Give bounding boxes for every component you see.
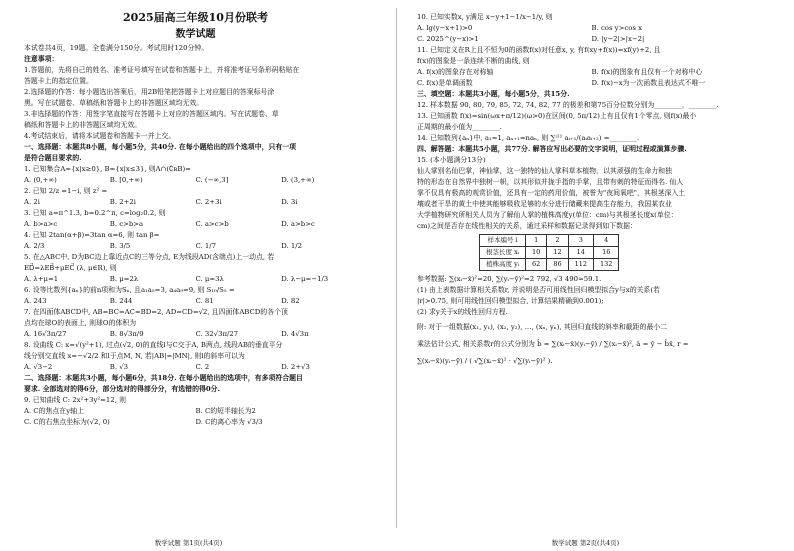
page-footer-right: 数学试题 第2页(共4页) [551,539,620,547]
question-13-cont: 正周期的最小值为________. [417,123,502,131]
question-15-part-2: (2) 求y关于x的线性回归方程. [417,308,508,316]
option: D. 82 [281,297,300,305]
option: B. μ=2λ [109,275,139,283]
option: D. λ−μ=−1/3 [281,275,329,283]
reference-data: 参考数据: ∑(xᵢ−x̄)²=20, ∑(yᵢ−ȳ)²=2 792, √3 490≈59.1. [417,275,602,283]
question-6: 6. 设等比数列{aₙ}的前n项和为Sₙ, 且a₁a₅=3, a₄a₉=9, 则 S₁₀/S₅ = [24,286,235,294]
option: B. 3/5 [109,242,131,250]
page-footer-left: 数学试题 第1页(共4页) [154,539,223,547]
question-15-text: 特的形态在自然界中独树一帜，以其形似并拢手指的手掌，且带有刺的特征而得名. 仙人 [417,178,684,186]
table-cell: 2 [547,235,568,247]
question-12: 12. 样本数据 90, 80, 79, 85, 72, 74, 82, 77 的极差和第75百分位数分别为________，________. [417,101,719,109]
right-column [397,0,774,551]
question-1-options [24,175,367,186]
attachment-formula: ∑(xᵢ−x̄)(yᵢ−ȳ) / ( √∑(xᵢ−x̄)² · √∑(yᵢ−ȳ)² ). [417,357,553,365]
option: C. C的右焦点坐标为(√2, 0) [24,418,110,426]
left-column [0,0,377,551]
question-6-options [24,296,367,307]
table-cell: 根茎长度 xᵢ [480,247,526,259]
option: C. a>c>b [195,220,229,228]
question-3-options [24,219,367,230]
option: A. 2i [24,198,40,206]
option: B. [0,+∞) [109,176,143,184]
question-4: 4. 已知 2tan(α+β)=3tan α=6, 则 tan β= [24,231,160,239]
option: A. 2/3 [24,242,45,250]
section-1-heading-cont: 是符合题目要求的. [24,154,82,162]
option: D. 4√3π [281,330,309,338]
question-11-options-cd [417,78,766,89]
option: D. a>b>c [281,220,315,228]
question-15-text: 掌不仅具有极高的观赏价值，还具有一定的药用价值，被誉为"夜间氧吧"，其根茎深入土 [417,189,686,197]
option: B. √3 [109,363,128,371]
question-11-cont: f(x)的图象是一条连续不断的曲线, 则 [417,57,530,65]
data-table [479,234,619,271]
table-cell: 86 [547,259,568,271]
question-15-text: 仙人掌别名仙巴掌，神仙掌，这一独特的仙人掌科草本植物，以其顽强的生命力和独 [417,167,672,175]
option: A. 16√3π/27 [24,330,67,338]
question-10: 10. 已知实数x, y满足 x−y+1−1/x−1/y, 则 [417,13,553,21]
option: D. C的离心率为 √3/3 [195,418,263,426]
table-cell: 62 [526,259,547,271]
question-15-text: cm)之间是否存在线性相关的关系，通过采样和数据记录得到如下数据： [417,222,637,230]
question-9: 9. 已知曲线 C: 2x²+3y²=12, 则 [24,396,126,404]
option: C. 1/7 [195,242,216,250]
notes-heading: 注意事项： [24,55,59,63]
option: A. √3−2 [24,363,53,371]
note-line: 稿纸和答题卡上的非答题区域均无效。 [24,121,142,129]
question-7-options [24,329,367,340]
option: B. 2+2i [109,198,136,206]
option: A. λ+μ=1 [24,275,59,283]
table-cell: 132 [594,259,619,271]
question-8-options [24,362,367,373]
question-15-part-1-cont: |r|>0.75, 则可用线性回归模型拟合, 计算结果精确到0.001); [417,297,604,305]
table-cell: 1 [526,235,547,247]
question-15-heading: 15. (本小题满分13分) [417,156,486,164]
option: C. 32√3π/27 [195,330,239,338]
option: D. 2+√3 [281,363,310,371]
option: A. b>a>c [24,220,58,228]
table-row [480,259,619,271]
option: B. f(x)的图象有且仅有一个对称中心 [591,68,703,76]
option: B. 244 [109,297,133,305]
option: A. C的焦点在y轴上 [24,407,84,415]
option: A. f(x)的图象存在对称轴 [417,68,494,76]
option: A. (0,+∞) [24,176,57,184]
question-15-part-1: (1) 由上表数据计算相关系数r, 并说明是否可用线性回归模型拟合y与x的关系(若 [417,286,660,294]
section-1-heading: 一、选择题：本题共8小题，每小题5分，共40分. 在每小题给出的四个选项中，只有一项 [24,143,297,151]
option: B. cos y>cos x [591,24,642,32]
note-line: 2.选择题的作答：每小题选出答案后，用2B铅笔把答题卡上对应题目的答案标号涂 [24,88,275,96]
table-cell: 样本编号 i [480,235,526,247]
table-cell: 10 [526,247,547,259]
table-cell: 4 [594,235,619,247]
table-cell: 12 [547,247,568,259]
note-line: 答题卡上的指定位置。 [24,77,93,85]
option: D. |y−2|>|x−2| [591,35,645,43]
subject-title: 数学试题 [175,29,216,40]
question-9-options-cd [24,417,367,428]
exam-info: 本试卷共4页，19题。全卷满分150分。考试用时120分钟。 [24,44,209,52]
table-row [480,247,619,259]
note-line: 4.考试结束后，请将本试题卷和答题卡一并上交。 [24,132,176,140]
question-10-options-cd [417,34,766,45]
note-line: 3.非选择题的作答：用签字笔直接写在答题卡上对应的答题区域内。写在试题卷、草 [24,110,279,118]
table-cell: 14 [568,247,593,259]
question-15-text: 壤或者干旱的黄土中使其能够吸收足够的水分进行储藏来提高生存能力，我国某农业 [417,200,672,208]
question-7-cont: 点均在球O的表面上, 则球O的体积为 [24,319,137,327]
note-line: 1.答题前，先将自己的姓名、准考证号填写在试卷和答题卡上，并将准考证号条形码粘贴在 [24,66,300,74]
table-row [480,235,619,247]
table-cell: 112 [568,259,593,271]
section-3-heading: 三、填空题：本题共3小题，每小题5分，共15分. [417,90,570,98]
option: C. μ=3λ [195,275,224,283]
option: D. 1/2 [281,242,302,250]
question-3: 3. 已知 a=π^1.3, b=0.2^π, c=log₂0.2, 则 [24,209,166,217]
option: C. 2+3i [195,198,222,206]
question-5-options [24,274,367,285]
option: D. f(x)−x为一次函数且表达式不唯一 [591,79,706,87]
question-11-options-ab [417,67,766,78]
option: C. 2025^(y−x)>1 [417,35,479,43]
question-9-options-ab [24,406,367,417]
question-14: 14. 已知数列{aₙ}中, a₁=1, aₙ₊₁=naₙ, 则 ∑ⁱ¹¹ aᵢ₊₁/(aᵢaᵢ₊₂) =________. [417,134,640,142]
question-13: 13. 已知函数 f(x)=sin(ωx+π/12)(ω>0)在区间(0, 5π/12)上有且仅有1个零点, 则f(x)最小 [417,112,697,120]
option: C. f(x)是单调函数 [417,79,473,87]
table-cell: 16 [594,247,619,259]
option: C. 2 [195,363,210,371]
attachment-formula: 乘法估计公式, 相关系数r的公式分别为 b̂ = ∑(xᵢ−x̄)(yᵢ−ȳ) / ∑(xᵢ−x̄)², â = ȳ − b̂x̄, r = [417,340,689,348]
option: C. (−∞,3] [195,176,229,184]
table-cell: 植株高度 yᵢ [480,259,526,271]
question-11: 11. 已知定义在R上且不恒为0的函数f(x)对任意x, y, 有f(xy+f(x))=xf(y)+2, 且 [417,46,661,54]
option: C. 81 [195,297,214,305]
option: A. lg(y−x+1)>0 [417,24,473,32]
question-2: 2. 已知 2/z =1−i, 则 z² = [24,187,108,195]
option: D. 3i [281,198,298,206]
option: B. 8√3π/9 [109,330,144,338]
section-4-heading: 四、解答题：本题共5小题，共77分. 解答应写出必要的文字说明，证明过程或演算步骤. [417,145,687,153]
attachment-formula: 附: 对于一组数据(x₁, y₁), (x₂, y₂), …, (xₙ, yₙ), 其回归直线的斜率和截距的最小二 [417,323,668,331]
table-cell: 3 [568,235,593,247]
exam-title: 2025届高三年级10月份联考 [123,11,268,24]
question-7: 7. 在四面体ABCD中, AB=BC=AC=BD=2, AD=CD=√2, 且四面体ABCD的各个顶 [24,308,288,316]
question-5-cont: ED⃗=λEB⃗+μEC⃗ (λ, μ∈R), 则 [24,264,117,272]
option: B. C的短半轴长为2 [195,407,256,415]
question-15-text: 大学植物研究所相关人员为了解仙人掌的植株高度y(单位：cm)与其根茎长度x(单位： [417,211,678,219]
question-8: 8. 设曲线 C: x=√(y²+1), 过点(√2, 0)的直线l与C交于A, B两点, 线段AB的垂直平分 [24,341,283,349]
section-2-heading: 二、选择题：本题共3小题，每小题6分，共18分. 在每小题给出的选项中，有多项符合题目 [24,374,303,382]
option: A. 243 [24,297,47,305]
option: B. c>b>a [109,220,144,228]
question-2-options [24,197,367,208]
question-8-cont: 线分别交直线 x=−√2/2 和l于点M, N, 若|AB|=|MN|, 则l的斜率可以为 [24,352,245,360]
note-line: 黑。写在试题卷、草稿纸和答题卡上的非答题区域均无效。 [24,99,204,107]
option: D. (3,+∞) [281,176,315,184]
question-5: 5. 在△ABC中, D为BC边上靠近点C的三等分点, E为线段AD(含端点)上一动点, 若 [24,253,275,261]
section-2-heading-cont: 要求. 全部选对的得6分，部分选对的得部分分，有选错的得0分. [24,385,220,393]
question-10-options-ab [417,23,766,34]
question-4-options [24,241,367,252]
question-1: 1. 已知集合A={x|x≥0}, B={x|x≤3}, 则A∩(∁ʀB)= [24,165,191,173]
